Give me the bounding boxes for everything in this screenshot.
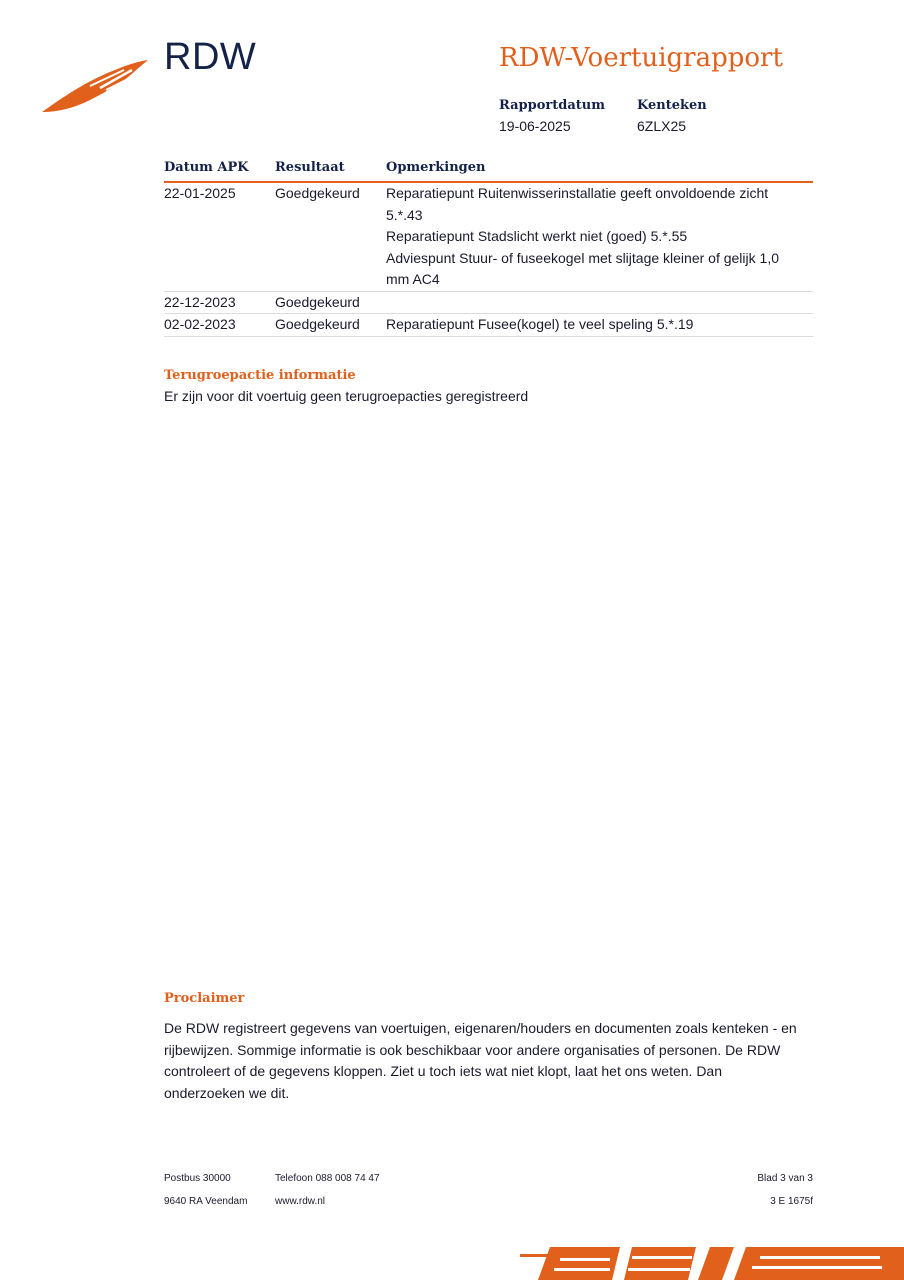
logo-wordmark: RDW: [164, 36, 257, 78]
proclaimer-text: De RDW registreert gegevens van voertuigen, eigenaren/houders en documenten zoals kenteken - en rijbewijzen. Sommige informatie is ook beschikbaar voor andere organisaties of personen. De RDW controleert of de gegevens kloppen. Ziet u toch iets wat niet klopt, laat het ons weten. Dan onderzoeken we dit.: [164, 1020, 797, 1101]
table-row: [164, 292, 813, 315]
rdw-feather-logo-icon: [42, 58, 148, 114]
row-result: Goedgekeurd: [275, 293, 360, 310]
remark-line: Reparatiepunt Stadslicht werkt niet (goed) 5.*.55: [386, 228, 688, 244]
proclaimer-title: Proclaimer: [164, 991, 245, 1006]
footer-phone: Telefoon 088 008 74 47: [275, 1173, 380, 1184]
apk-history-table: [164, 160, 813, 337]
report-title: RDW-Voertuigrapport: [499, 43, 783, 73]
table-row: [164, 183, 813, 292]
row-date: 22-12-2023: [164, 293, 236, 310]
table-header: [164, 160, 813, 183]
recall-text: Er zijn voor dit voertuig geen terugroepacties geregistreerd: [164, 388, 529, 404]
footer-address-line2: 9640 RA Veendam: [164, 1196, 248, 1207]
remark-line: Adviespunt Stuur- of fuseekogel met slijtage kleiner of gelijk 1,0 mm AC4: [386, 249, 779, 287]
footer-page-number: Blad 3 van 3: [757, 1173, 813, 1184]
plate-label: Kenteken: [637, 98, 707, 113]
orange-stripes-decoration: [520, 1244, 904, 1280]
remark-line: Reparatiepunt Ruitenwisserinstallatie geeft onvoldoende zicht 5.*.43: [386, 185, 769, 223]
row-date: 02-02-2023: [164, 316, 236, 332]
report-date-label: Rapportdatum: [499, 98, 605, 113]
row-remarks: [386, 314, 786, 336]
column-header-date: Datum APK: [164, 160, 249, 175]
footer-document-code: 3 E 1675f: [770, 1196, 813, 1207]
recall-section-title: Terugroepactie informatie: [164, 368, 356, 383]
report-date-value: 19-06-2025: [499, 118, 571, 134]
row-result: Goedgekeurd: [275, 185, 360, 201]
row-result: Goedgekeurd: [275, 316, 360, 332]
column-header-remarks: Opmerkingen: [386, 160, 486, 175]
footer-address-line1: Postbus 30000: [164, 1173, 231, 1184]
plate-value: 6ZLX25: [637, 118, 687, 134]
column-header-result: Resultaat: [275, 160, 345, 175]
remark-line: Reparatiepunt Fusee(kogel) te veel speling 5.*.19: [386, 316, 694, 332]
row-remarks: [386, 183, 786, 291]
footer-website-link[interactable]: www.rdw.nl: [275, 1196, 326, 1207]
table-row: [164, 314, 813, 337]
row-remarks: [386, 292, 786, 314]
remark-line: [386, 292, 786, 314]
row-date: 22-01-2025: [164, 185, 236, 201]
